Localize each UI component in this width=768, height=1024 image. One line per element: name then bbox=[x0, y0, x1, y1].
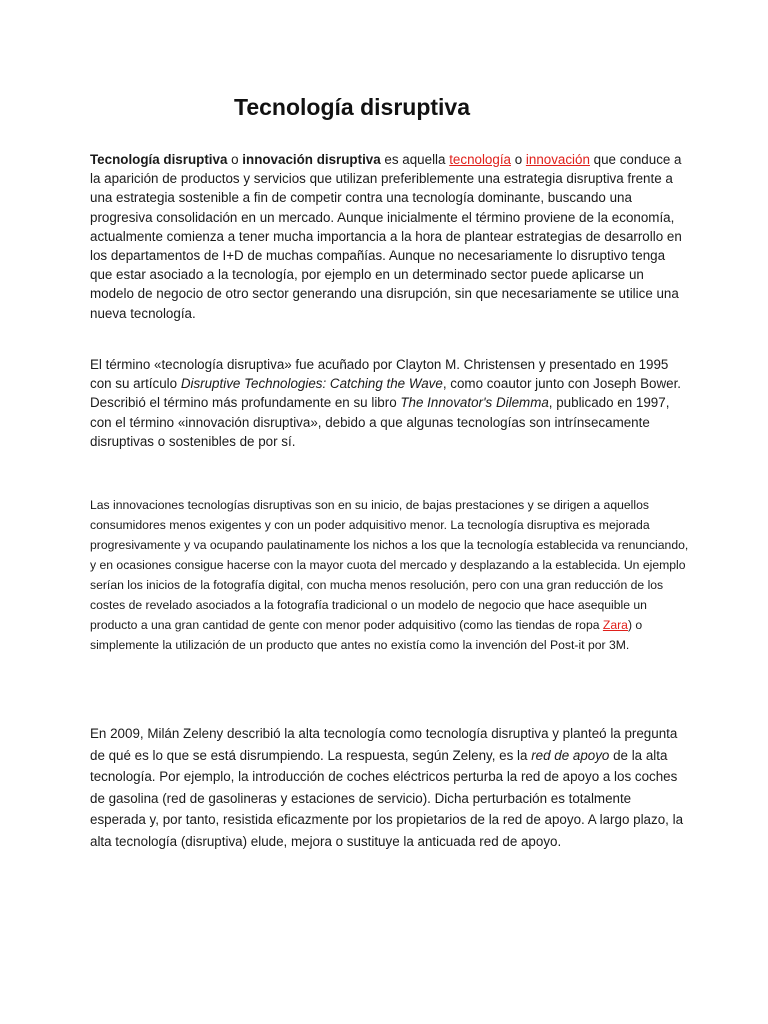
text-segment: ) o simplemente la utilización de un producto que antes no existía como la invención del Post-it por 3M. bbox=[90, 618, 643, 652]
term-bold-tecnologia-disruptiva: Tecnología disruptiva bbox=[90, 152, 228, 167]
paragraph-intro bbox=[90, 150, 690, 323]
text-segment: , como coautor junto con Joseph Bower. Describió el término más profundamente en su libro bbox=[90, 376, 682, 411]
italic-book-title: The Innovator's Dilemma bbox=[400, 395, 549, 411]
italic-term-red-de-apoyo: red de apoyo bbox=[531, 747, 610, 763]
text-segment: En 2009, Milán Zeleny describió la alta tecnología como tecnología disruptiva y planteó la pregunta de qué es lo que se está disrumpiendo. La respuesta, según Zeleny, es la bbox=[90, 726, 678, 763]
paragraph-origin bbox=[90, 355, 690, 451]
text-segment: de la alta tecnología. Por ejemplo, la introducción de coches eléctricos perturba la red de apoyo a los coches de gasolina (red de gasolineras y estaciones de servicio). Dicha perturbación es totalmente esperada y, por tanto, resistida eficazmente por los propietarios de la red de apoyo. A largo plazo, la alta tecnología (disruptiva) elude, mejora o sustituye la anticuada red de apoyo. bbox=[90, 747, 684, 849]
link-tecnologia[interactable]: tecnología bbox=[449, 152, 511, 167]
link-zara[interactable]: Zara bbox=[602, 618, 628, 632]
text-segment: que conduce a la aparición de productos y servicios que utilizan preferiblemente una estrategia disruptiva frente a una estrategia sostenible a fin de competir contra una tecnología dominante, buscando una progresiva consolidación en un mercado. Aunque inicialmente el término proviene de la economía, actualmente comienza a tener mucha importancia a la hora de plantear estrategias de desarrollo en los departamentos de I+D de muchas compañías. Aunque no necesariamente lo disruptivo tenga que estar asociado a la tecnología, por ejemplo en un determinado sector puede aplicarse un modelo de negocio de otro sector generando una disrupción, sin que necesariamente se utilice una nueva tecnología. bbox=[90, 152, 682, 321]
paragraph-innovations bbox=[90, 495, 690, 655]
paragraph-zeleny bbox=[90, 723, 690, 852]
page-title: Tecnología disruptiva bbox=[234, 94, 470, 120]
link-innovacion[interactable]: innovación bbox=[525, 152, 590, 167]
text-segment: El término «tecnología disruptiva» fue acuñado por Clayton M. Christensen y presentado en 1995 con su artículo bbox=[90, 357, 669, 392]
text-segment: o bbox=[227, 152, 243, 167]
italic-article-title: Disruptive Technologies: Catching the Wave bbox=[180, 376, 443, 392]
term-bold-innovacion-disruptiva: innovación disruptiva bbox=[242, 152, 381, 167]
text-segment: , publicado en 1997, con el término «innovación disruptiva», debido a que algunas tecnologías son intrínsecamente disruptivas o sostenibles de por sí. bbox=[90, 395, 670, 449]
text-segment: es aquella bbox=[380, 152, 450, 167]
text-segment: Las innovaciones tecnologías disruptivas son en su inicio, de bajas prestaciones y se dirigen a aquellos consumidores menos exigentes y con un poder adquisitivo menor. La tecnología disruptiva es mejorada progresivamente y va ocupando paulatinamente los nichos a los que la tecnología establecida va renunciando, y en ocasiones consigue hacerse con la mayor cuota del mercado y desplazando a la establecida. Un ejemplo serían los inicios de la fotografía digital, con mucha menos resolución, pero con una gran reducción de los costes de revelado asociados a la fotografía tradicional o un modelo de negocio que hace asequible un producto a una gran cantidad de gente con menor poder adquisitivo (como las tiendas de ropa bbox=[90, 498, 689, 632]
text-segment: o bbox=[511, 152, 526, 167]
